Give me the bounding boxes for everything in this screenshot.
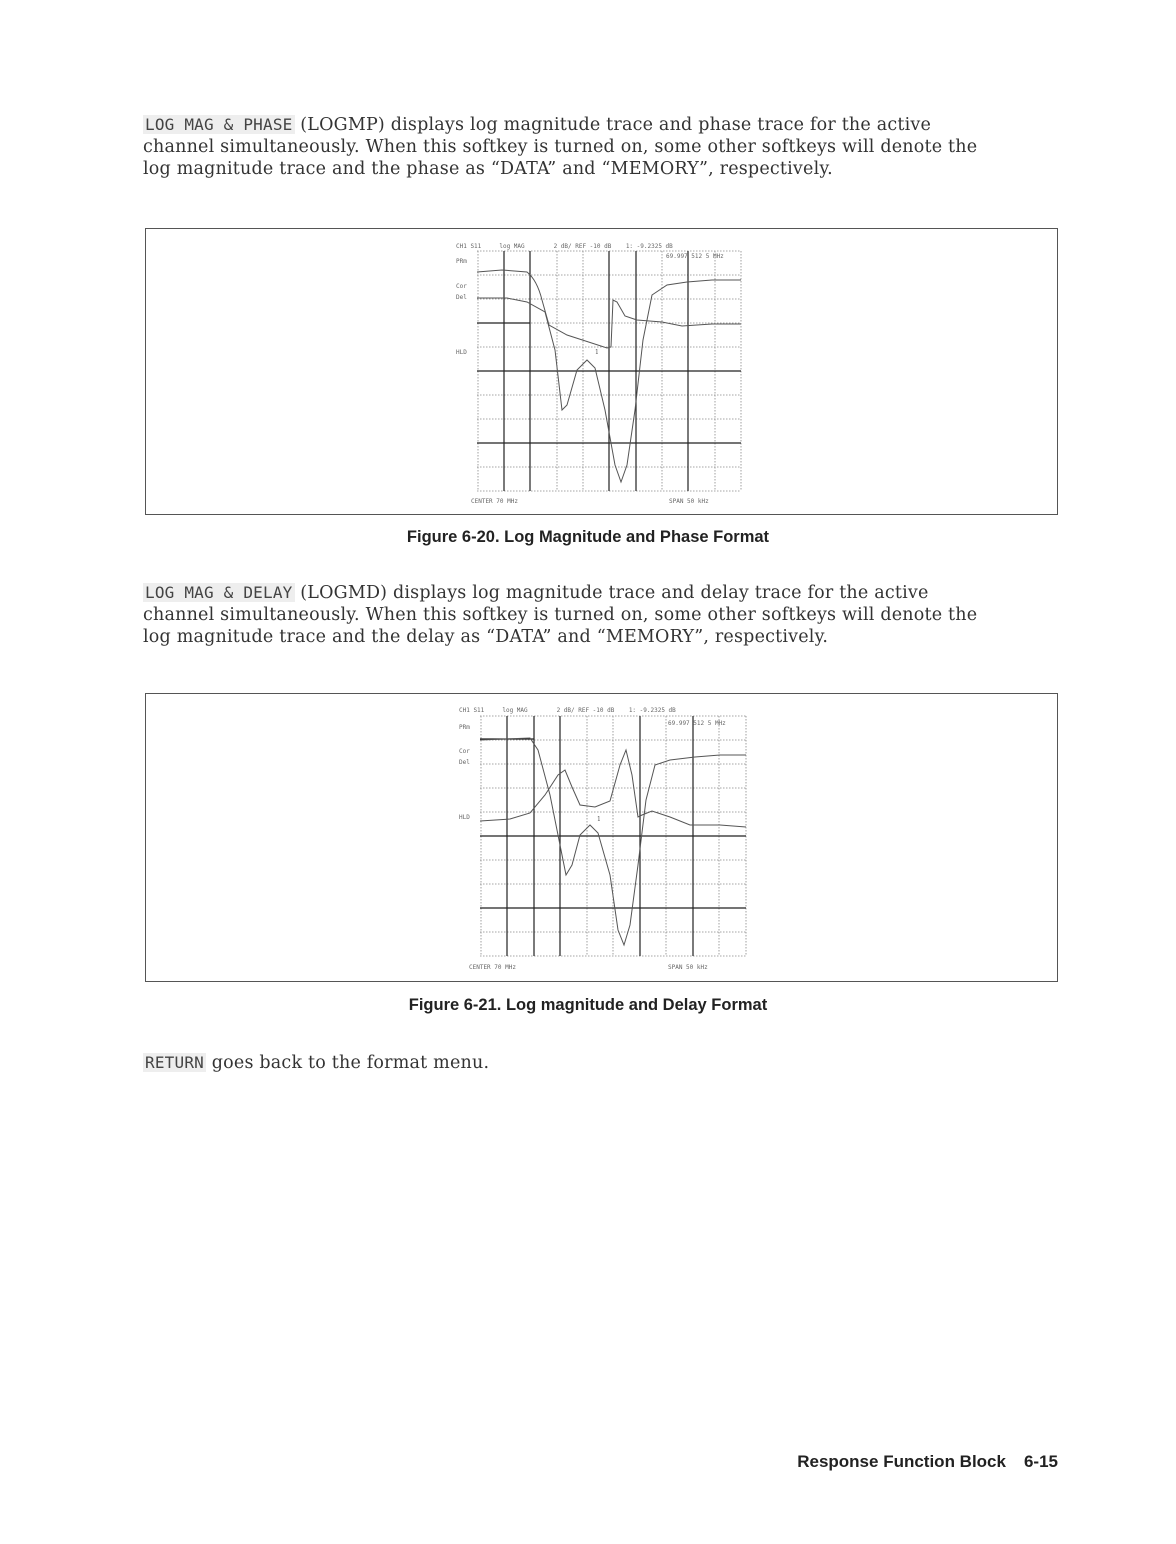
softkey-log-mag-delay: LOG MAG & DELAY	[145, 583, 293, 602]
screen-header: CH1 S11 log MAG 2 dB/ REF -10 dB 1: -9.2325 dB	[456, 243, 673, 250]
page-footer	[779, 1452, 1058, 1472]
softkey-return: RETURN	[145, 1053, 204, 1072]
side-label: Del	[456, 294, 467, 301]
side-label: PRm	[456, 258, 467, 265]
text: channel simultaneously. When this softkey is turned on, some other softkeys will denote the	[143, 137, 978, 157]
side-label: Cor	[456, 283, 467, 290]
text: channel simultaneously. When this softkey is turned on, some other softkeys will denote the	[143, 605, 978, 625]
center-frequency: CENTER 70 MHz	[469, 964, 516, 971]
side-label: Del	[459, 759, 470, 766]
page-number: 6-15	[1023, 1452, 1058, 1471]
marker-frequency: 69.997 512 5 MHz	[668, 720, 726, 727]
text: log magnitude trace and the phase as “DATA” and “MEMORY”, respectively.	[143, 159, 833, 179]
side-label: HLD	[456, 349, 467, 356]
section-title: Response Function Block	[797, 1452, 1006, 1471]
svg-text:1: 1	[597, 816, 601, 823]
svg-text:1: 1	[595, 349, 599, 356]
side-label: HLD	[459, 814, 470, 821]
span: SPAN 50 kHz	[668, 964, 708, 971]
analyzer-grid-phase	[477, 250, 743, 494]
text: (LOGMP) displays log magnitude trace and phase trace for the active	[294, 115, 932, 135]
text: goes back to the format menu.	[206, 1053, 490, 1073]
figure-6-20	[145, 228, 1058, 515]
paragraph-log-mag-delay	[143, 582, 1043, 648]
text: (LOGMD) displays log magnitude trace and delay trace for the active	[294, 583, 929, 603]
paragraph-return	[143, 1052, 1043, 1074]
side-label: PRm	[459, 724, 470, 731]
side-label: Cor	[459, 748, 470, 755]
analyzer-grid-delay	[480, 715, 748, 959]
marker-frequency: 69.997 512 5 MHz	[666, 253, 724, 260]
log-mag-trace	[480, 738, 746, 945]
span: SPAN 50 kHz	[669, 498, 709, 505]
center-frequency: CENTER 70 MHz	[471, 498, 518, 505]
text: log magnitude trace and the delay as “DATA” and “MEMORY”, respectively.	[143, 627, 829, 647]
screen-header: CH1 S11 log MAG 2 dB/ REF -10 dB 1: -9.2325 dB	[459, 707, 676, 714]
softkey-log-mag-phase: LOG MAG & PHASE	[145, 115, 293, 134]
figure-caption: Figure 6-21. Log magnitude and Delay Format	[408, 996, 768, 1014]
paragraph-log-mag-phase	[143, 114, 1043, 180]
figure-6-21	[145, 693, 1058, 982]
figure-caption: Figure 6-20. Log Magnitude and Phase Format	[406, 528, 770, 546]
